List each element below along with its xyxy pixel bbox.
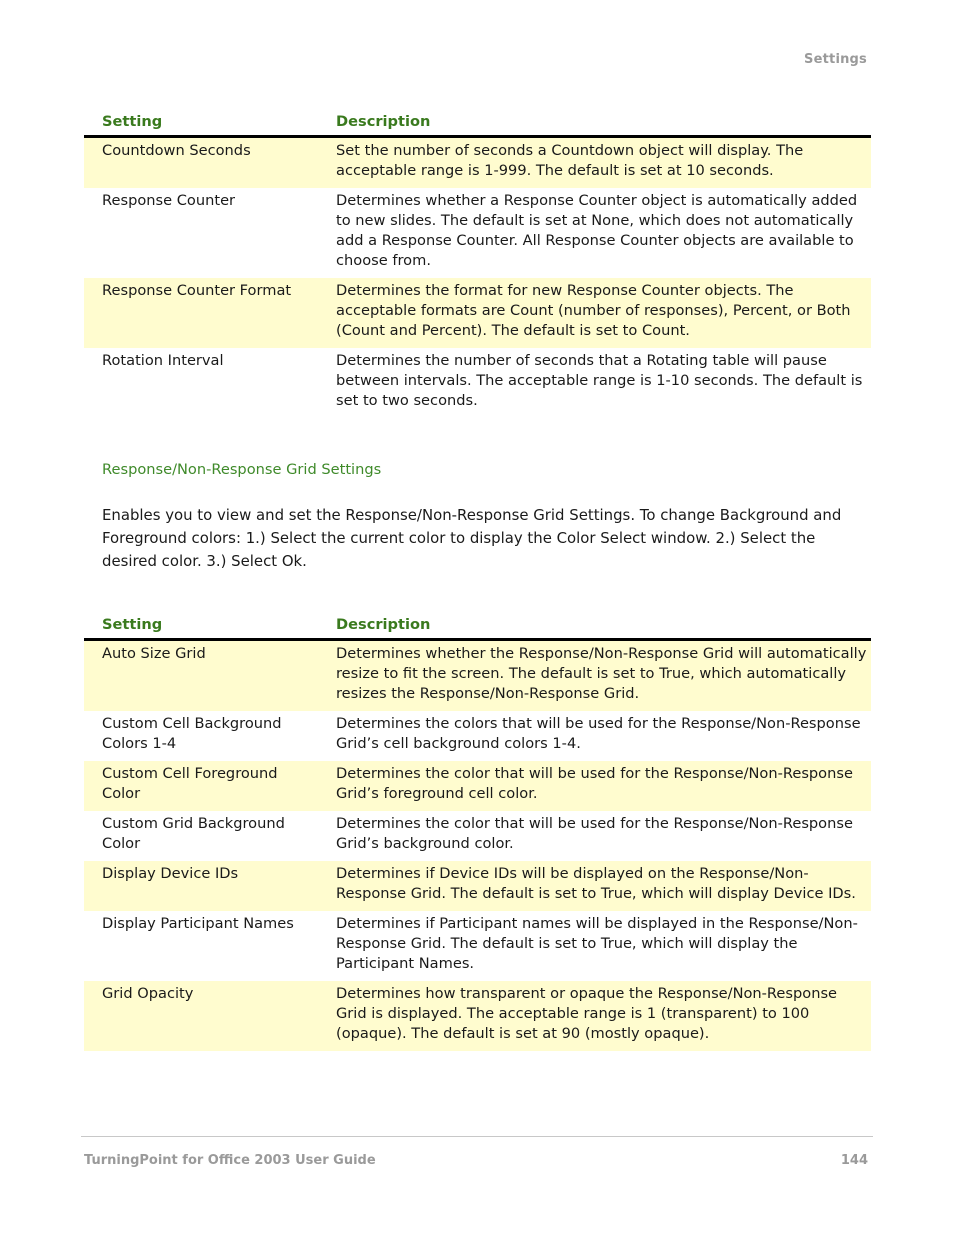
- table-row: [84, 761, 871, 811]
- column-header-description: Description: [318, 615, 871, 640]
- table-row: [84, 348, 871, 418]
- table-row: [84, 811, 871, 861]
- table-header-row: [84, 112, 871, 137]
- setting-name: Custom Grid Background Color: [102, 815, 285, 852]
- column-header-setting: Setting: [84, 615, 318, 640]
- setting-name: Rotation Interval: [102, 352, 224, 369]
- setting-description: Set the number of seconds a Countdown object will display. The acceptable range is 1-999. The default is set at 10 seconds.: [318, 137, 871, 189]
- setting-name: Display Participant Names: [102, 915, 294, 932]
- setting-name: Custom Cell Background Colors 1-4: [102, 715, 282, 752]
- section-heading: Response/Non-Response Grid Settings: [102, 461, 382, 478]
- settings-table-general: [84, 112, 871, 418]
- setting-name: Display Device IDs: [84, 861, 318, 911]
- setting-description: Determines whether the Response/Non-Response Grid will automatically resize to fit the screen. The default is set to True, which automatically resizes the Response/Non-Response Grid.: [318, 640, 871, 712]
- setting-description: Determines the color that will be used for the Response/Non-Response Grid’s background color.: [336, 815, 853, 852]
- setting-name: Countdown Seconds: [84, 137, 318, 189]
- table-row: [84, 911, 871, 981]
- setting-description: Determines if Participant names will be displayed in the Response/Non-Response Grid. The default is set to True, which will display the Participant Names.: [336, 915, 858, 972]
- table-row: [84, 861, 871, 911]
- setting-description: Determines if Device IDs will be displayed on the Response/Non-Response Grid. The default is set to True, which will display Device IDs.: [318, 861, 871, 911]
- running-header: Settings: [804, 52, 867, 67]
- footer-divider: [81, 1136, 873, 1137]
- table-row: [84, 640, 871, 712]
- setting-name: Grid Opacity: [84, 981, 318, 1051]
- table-row: [84, 137, 871, 189]
- table-row: [84, 188, 871, 278]
- setting-description: Determines whether a Response Counter object is automatically added to new slides. The default is set at None, which does not automatically add a Response Counter. All Response Counter objects are available to choose from.: [336, 192, 858, 269]
- table-header-row: [84, 615, 871, 640]
- setting-name: Response Counter Format: [84, 278, 318, 348]
- setting-description: Determines how transparent or opaque the Response/Non-Response Grid is displayed. The acceptable range is 1 (transparent) to 100 (opaque). The default is set at 90 (mostly opaque).: [318, 981, 871, 1051]
- setting-name: Auto Size Grid: [84, 640, 318, 712]
- page-number: 144: [840, 1153, 868, 1168]
- table-row: [84, 981, 871, 1051]
- section-intro-paragraph: Enables you to view and set the Response/Non-Response Grid Settings. To change Background and Foreground colors: 1.) Select the current color to display the Color Select window. 2.) Select the desired color. 3.) Select Ok.: [102, 506, 842, 570]
- table-row: [84, 278, 871, 348]
- footer-guide-title: TurningPoint for Office 2003 User Guide: [84, 1153, 376, 1168]
- table-row: [84, 711, 871, 761]
- setting-description: Determines the format for new Response Counter objects. The acceptable formats are Count (number of responses), Percent, or Both (Count and Percent). The default is set to Count.: [318, 278, 871, 348]
- column-header-setting: Setting: [84, 112, 318, 137]
- setting-description: Determines the color that will be used for the Response/Non-Response Grid’s foreground cell color.: [318, 761, 871, 811]
- column-header-description: Description: [318, 112, 871, 137]
- setting-description: Determines the colors that will be used for the Response/Non-Response Grid’s cell background colors 1-4.: [336, 715, 861, 752]
- setting-name: Custom Cell Foreground Color: [84, 761, 318, 811]
- setting-name: Response Counter: [102, 192, 236, 209]
- settings-table-grid: [84, 615, 871, 1051]
- setting-description: Determines the number of seconds that a Rotating table will pause between intervals. The acceptable range is 1-10 seconds. The default is set to two seconds.: [336, 352, 863, 409]
